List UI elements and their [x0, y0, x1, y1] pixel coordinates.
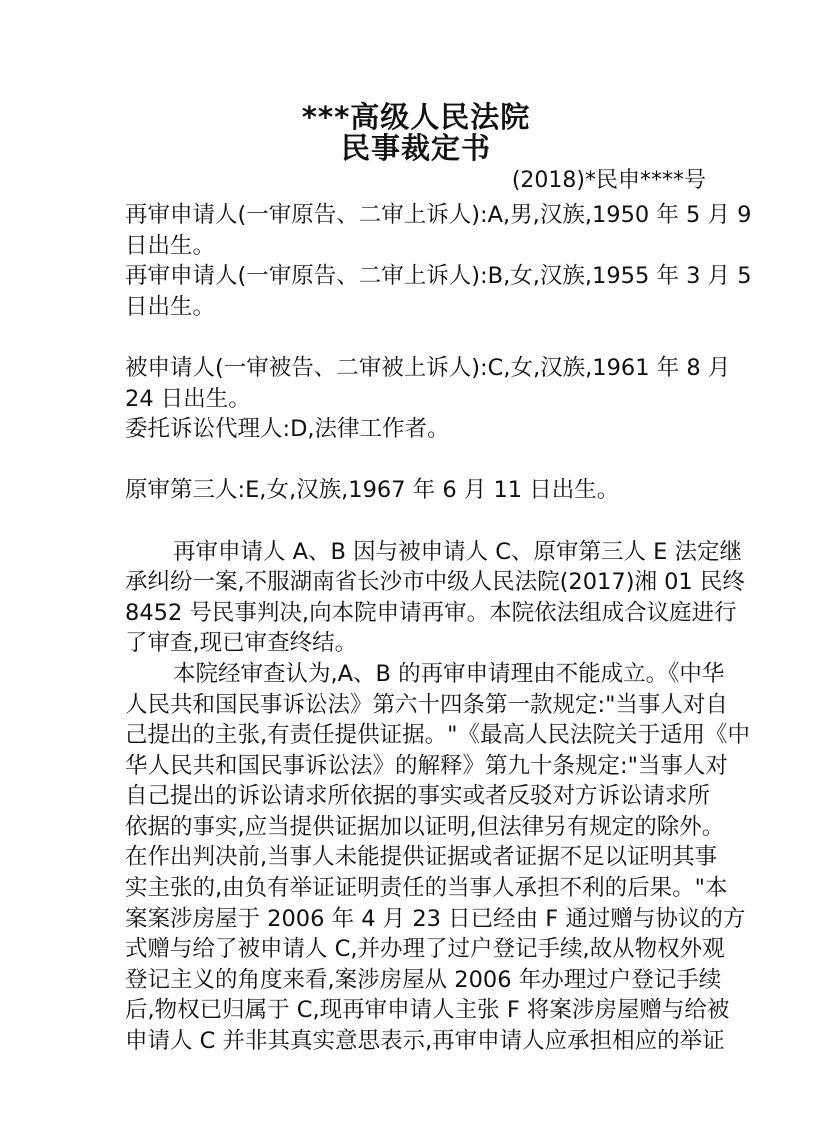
party-a-line: 日出生。	[125, 232, 216, 259]
paragraph-line: 承纠纷一案,不服湖南省长沙市中级人民法院(2017)湘 01 民终	[125, 569, 745, 596]
paragraph-line: 8452 号民事判决,向本院申请再审。本院依法组成合议庭进行	[125, 599, 737, 626]
paragraph-line: 自己提出的诉讼请求所依据的事实或者反驳对方诉讼请求所	[125, 783, 711, 810]
respondent-line: 24 日出生。	[125, 385, 251, 412]
paragraph-line: 华人民共和国民事诉讼法》的解释》第九十条规定:"当事人对	[125, 752, 728, 779]
case-number: (2018)*民申****号	[511, 168, 706, 193]
court-name: ***高级人民法院	[301, 100, 531, 134]
respondent-line: 被申请人(一审被告、二审被上诉人):C,女,汉族,1961 年 8 月	[125, 354, 731, 381]
paragraph-line: 式赠与给了被申请人 C,并办理了过户登记手续,故从物权外观	[125, 936, 725, 963]
paragraph-line: 再审申请人 A、B 因与被申请人 C、原审第三人 E 法定继	[173, 538, 743, 565]
spacer	[125, 322, 707, 353]
paragraph-line: 案案涉房屋于 2006 年 4 月 23 日已经由 F 通过赠与协议的方	[125, 905, 746, 932]
paragraph-line: 人民共和国民事诉讼法》第六十四条第一款规定:"当事人对自	[125, 691, 728, 718]
paragraph-line: 申请人 C 并非其真实意思表示,再审申请人应承担相应的举证	[125, 1028, 725, 1055]
agent-line: 委托诉讼代理人:D,法律工作者。	[125, 416, 450, 443]
party-a-line: 再审申请人(一审原告、二审上诉人):A,男,汉族,1950 年 5 月 9	[125, 202, 752, 228]
party-b-line: 再审申请人(一审原告、二审上诉人):B,女,汉族,1955 年 3 月 5	[125, 263, 752, 290]
party-b-line: 日出生。	[125, 293, 216, 320]
paragraph-line: 在作出判决前,当事人未能提供证据或者证据不足以证明其事	[125, 844, 718, 871]
paragraph-line: 己提出的主张,有责任提供证据。"《最高人民法院关于适用《中	[125, 722, 751, 749]
spacer	[125, 445, 707, 476]
paragraph-line: 后,物权已归属于 C,现再审申请人主张 F 将案涉房屋赠与给被	[125, 997, 730, 1024]
paragraph-line: 本院经审查认为,A、B 的再审申请理由不能成立。《中华	[173, 660, 725, 687]
paragraph-line: 了审查,现已审查终结。	[125, 630, 358, 657]
paragraph-line: 登记主义的角度来看,案涉房屋从 2006 年办理过户登记手续	[125, 966, 722, 993]
spacer	[125, 506, 707, 537]
third-party-line: 原审第三人:E,女,汉族,1967 年 6 月 11 日出生。	[125, 477, 620, 504]
paragraph-line: 依据的事实,应当提供证据加以证明,但法律另有规定的除外。	[125, 813, 725, 840]
document-title: 民事裁定书	[340, 131, 491, 165]
document-body	[125, 200, 752, 1057]
paragraph-line: 实主张的,由负有举证证明责任的当事人承担不利的后果。"本	[125, 875, 728, 902]
